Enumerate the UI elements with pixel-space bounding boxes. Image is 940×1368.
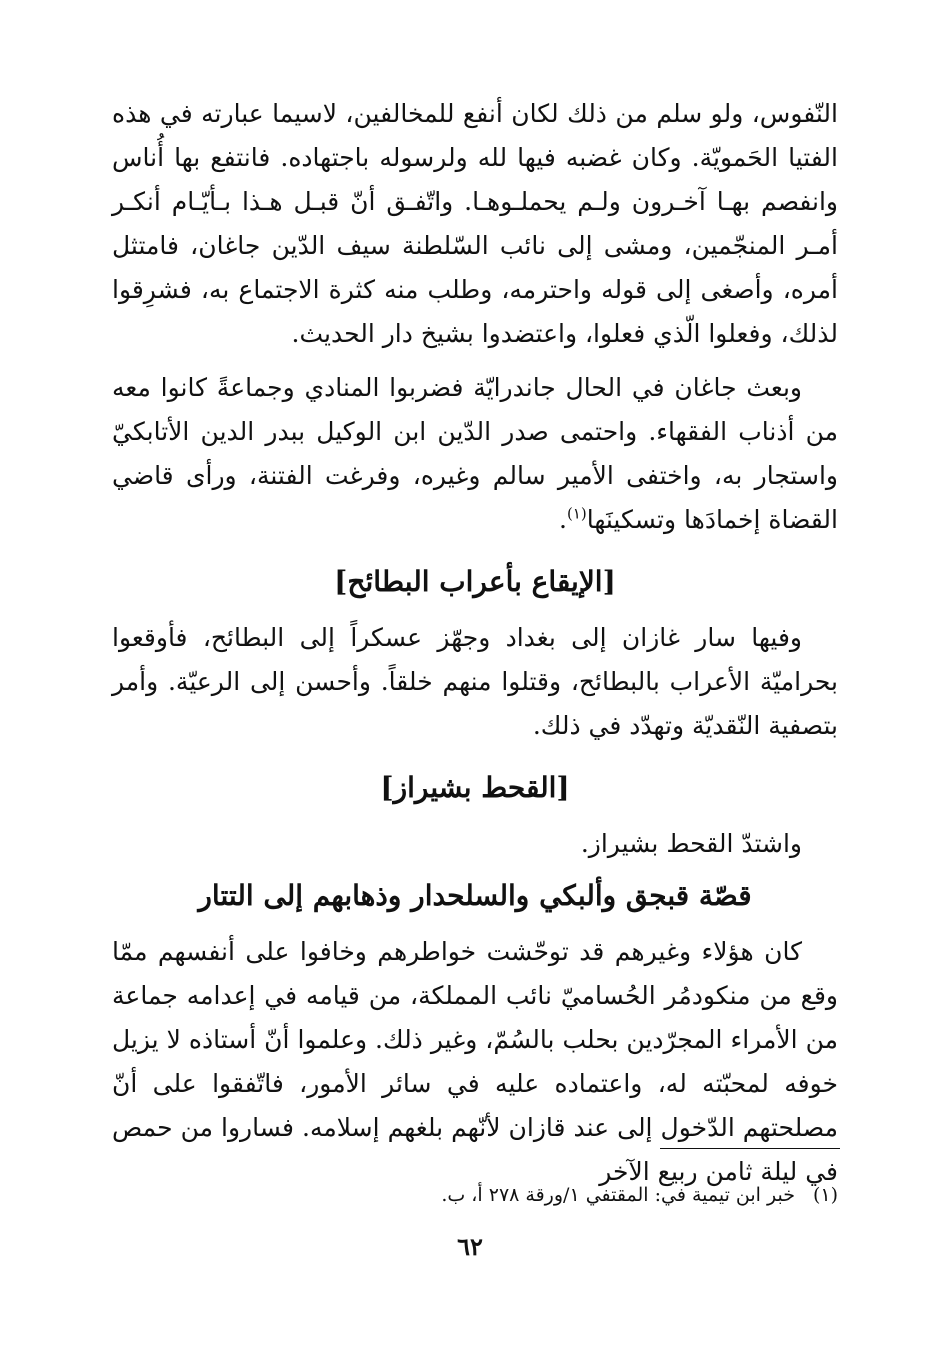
page-body bbox=[112, 92, 838, 1194]
footnote-ref[interactable]: (١) bbox=[566, 504, 587, 523]
heading-shiraz: [القحط بشيراز] bbox=[380, 771, 570, 804]
heading-batayih: [الإيقاع بأعراب البطائح] bbox=[334, 565, 616, 598]
footnote bbox=[112, 1180, 838, 1210]
paragraph-shiraz: واشتدّ القحط بشيراز. bbox=[580, 829, 802, 858]
paragraph-jaghan-text: وبعث جاغان في الحال جاندرايّة فضربوا المنادي وجماعةً كانوا معه من أذناب الفقهاء. واحتمى صدر الدّين ابن الوكيل ببدر الدين الأتابكيّ واستجار به، واختفى الأمير سالم وغيره، وفرغت الفتنة، ورأى قاضي القضاة إخمادَها وتسكينَها bbox=[112, 373, 838, 534]
paragraph-jaghan-end: . bbox=[558, 505, 567, 534]
paragraph-gap bbox=[112, 356, 838, 366]
paragraph-fatwa: النّفوس، ولو سلم من ذلك لكان أنفع للمخالفين، لاسيما عبارته في هذه الفتيا الحَمويّة. وكان غضبه فيها لله ولرسوله باجتهاده. فانتفع بها أُناس وانفصم بهـا آخـرون ولـم يحملـوهـا. واتّفـق أنّ قبـل هـذا بـأيّـام أنكـر أمـر المنجّمين، ومشى إلى نائب السّلطنة سيف الدّين جاغان، فامتثل أمره، وأصغى إلى قوله واحترمه، وطلب منه كثرة الاجتماع به، فشرِقوا لذلك، وفعلوا الّذي فعلوا، واعتضدوا بشيخ دار الحديث. bbox=[112, 99, 838, 348]
footnote-text: خبر ابن تيمية في: المقتفي ١/ورقة ٢٧٨ أ، ب. bbox=[441, 1184, 795, 1206]
heading-qibjaq-story: قصّة قبجق وألبكي والسلحدار وذهابهم إلى التتار bbox=[198, 879, 752, 912]
paragraph-jaghan bbox=[112, 366, 838, 542]
paragraph-batayih: وفيها سار غازان إلى بغداد وجهّز عسكراً إلى البطائح، فأوقعوا بحراميّة الأعراب بالبطائح، وقتلوا منهم خلقاً. وأحسن إلى الرعيّة. وأمر بتصفية النّقديّة وتهدّد في ذلك. bbox=[112, 623, 838, 740]
page-number: ٦٢ bbox=[457, 1232, 483, 1261]
footnote-divider bbox=[660, 1148, 840, 1149]
footnote-number: (١) bbox=[812, 1184, 838, 1206]
paragraph-qibjaq: كان هؤلاء وغيرهم قد توحّشت خواطرهم وخافوا على أنفسهم ممّا وقع من منكودمُر الحُساميّ نائب المملكة، من قيامه في إعدامه جماعة من الأمراء المجرّدين بحلب بالسُمّ، وغير ذلك. وعلموا أنّ أستاذه لا يزيل خوفه لمحبّته له، واعتماده عليه في سائر الأمور، فاتّفقوا على أنّ مصلحتهم الدّخول إلى عند قازان لأنّهم بلغهم إسلامه. فساروا من حمص في ليلة ثامن ربيع الآخر bbox=[112, 937, 838, 1186]
